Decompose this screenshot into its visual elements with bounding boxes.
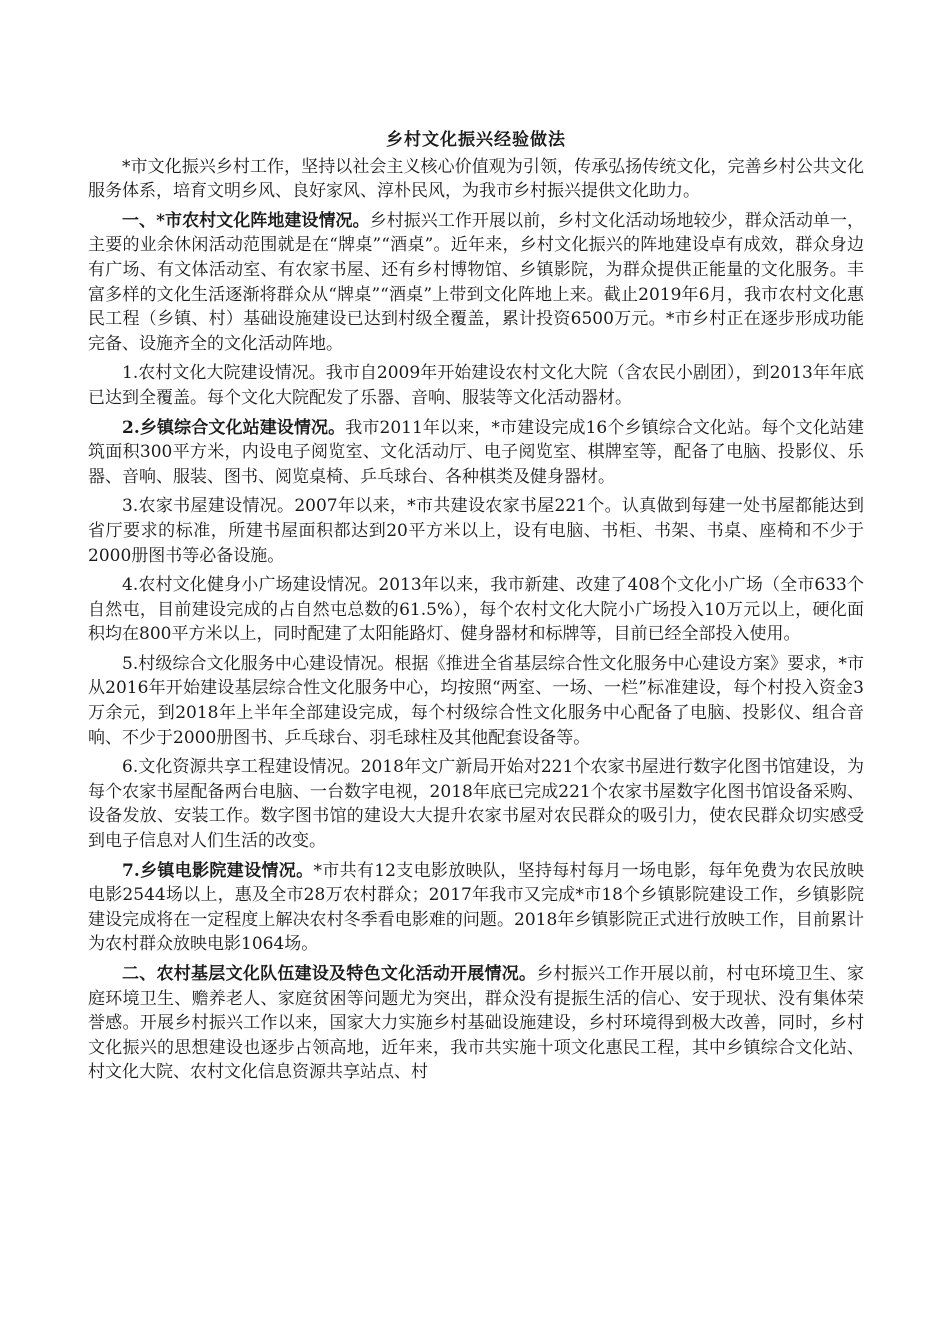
item7-paragraph (88, 859, 864, 957)
item3-paragraph: 3.农家书屋建设情况。2007年以来，*市共建设农家书屋221个。认真做到每建一处书屋都能达到省厅要求的标准，所建书屋面积都达到20平方米以上，设有电脑、书柜、书架、书桌、座椅和不少于2000册图书等必备设施。 (88, 496, 864, 566)
item4-paragraph: 4.农村文化健身小广场建设情况。2013年以来，我市新建、改建了408个文化小广场（全市633个自然屯，目前建设完成的占自然屯总数的61.5%），每个农村文化大院小广场投入10万元以上，硬化面积均在800平方米以上，同时配建了太阳能路灯、健身器材和标牌等，目前已经全部投入使用。 (88, 575, 864, 645)
item1-paragraph: 1.农村文化大院建设情况。我市自2009年开始建设农村文化大院（含农民小剧团），到2013年年底已达到全覆盖。每个文化大院配发了乐器、音响、服装等文化活动器材。 (88, 363, 864, 408)
item7-body: *市共有12支电影放映队，坚持每村每月一场电影，每年免费为农民放映电影2544场以上，惠及全市28万农村群众；2017年我市又完成*市18个乡镇影院建设工作，乡镇影院建设完成将在一定程度上解决农村冬季看电影难的问题。2018年乡镇影院正式进行放映工作，目前累计为农村群众放映电影1064场。 (88, 860, 864, 955)
section2-paragraph (88, 962, 864, 1085)
section2-body: 乡村振兴工作开展以前，村屯环境卫生、家庭环境卫生、赡养老人、家庭贫困等问题尤为突出，群众没有提振生活的信心、安于现状、没有集体荣誉感。开展乡村振兴工作以来，国家大力实施乡村基础设施建设，乡村环境得到极大改善，同时，乡村文化振兴的思想建设也逐步占领高地，近年来，我市共实施十项文化惠民工程，其中乡镇综合文化站、村文化大院、农村文化信息资源共享站点、村 (88, 964, 865, 1083)
item7-heading: 7.乡镇电影院建设情况。 (122, 860, 314, 881)
item2-heading: 2.乡镇综合文化站建设情况。 (122, 417, 346, 438)
intro-paragraph: *市文化振兴乡村工作，坚持以社会主义核心价值观为引领，传承弘扬传统文化，完善乡村公共文化服务体系，培育文明乡风、良好家风、淳朴民风，为我市乡村振兴提供文化助力。 (88, 156, 864, 202)
section1-paragraph (88, 209, 864, 357)
item2-paragraph (88, 416, 864, 490)
document-page (88, 128, 864, 1090)
item6-paragraph: 6.文化资源共享工程建设情况。2018年文广新局开始对221个农家书屋进行数字化图书馆建设，为每个农家书屋配备两台电脑、一台数字电视，2018年底已完成221个农家书屋数字化图书馆设备采购、设备发放、安装工作。数字图书馆的建设大大提升农家书屋对农民群众的吸引力，使农民群众切实感受到电子信息对人们生活的改变。 (88, 757, 864, 852)
document-title: 乡村文化振兴经验做法 (386, 130, 566, 150)
section1-heading: 一、*市农村文化阵地建设情况。 (122, 210, 370, 231)
section2-heading: 二、农村基层文化队伍建设及特色文化活动开展情况。 (122, 964, 537, 984)
item5-paragraph: 5.村级综合文化服务中心建设情况。根据《推进全省基层综合性文化服务中心建设方案》要求，*市从2016年开始建设基层综合性文化服务中心，均按照“两室、一场、一栏”标准建设，每个村投入资金3万余元，到2018年上半年全部建设完成，每个村级综合性文化服务中心配备了电脑、投影仪、组合音响、不少于2000册图书、乒乓球台、羽毛球柱及其他配套设备等。 (88, 653, 864, 748)
section1-body: 乡村振兴工作开展以前，乡村文化活动场地较少，群众活动单一，主要的业余休闲活动范围就是在“牌桌”“酒桌”。近年来，乡村文化振兴的阵地建设卓有成效，群众身边有广场、有文体活动室、有农家书屋、还有乡村博物馆、乡镇影院，为群众提供正能量的文化服务。丰富多样的文化生活逐渐将群众从“牌桌”“酒桌”上带到文化阵地上来。截止2019年6月，我市农村文化惠民工程（乡镇、村）基础设施建设已达到村级全覆盖，累计投资6500万元。*市乡村正在逐步形成功能完备、设施齐全的文化活动阵地。 (88, 210, 865, 354)
item2-body: 我市2011年以来，*市建设完成16个乡镇综合文化站。每个文化站建筑面积300平方米，内设电子阅览室、文化活动厅、电子阅览室、棋牌室等，配备了电脑、投影仪、乐器、音响、服装、图书、阅览桌椅、乒乓球台、各种棋类及健身器材。 (88, 417, 864, 487)
